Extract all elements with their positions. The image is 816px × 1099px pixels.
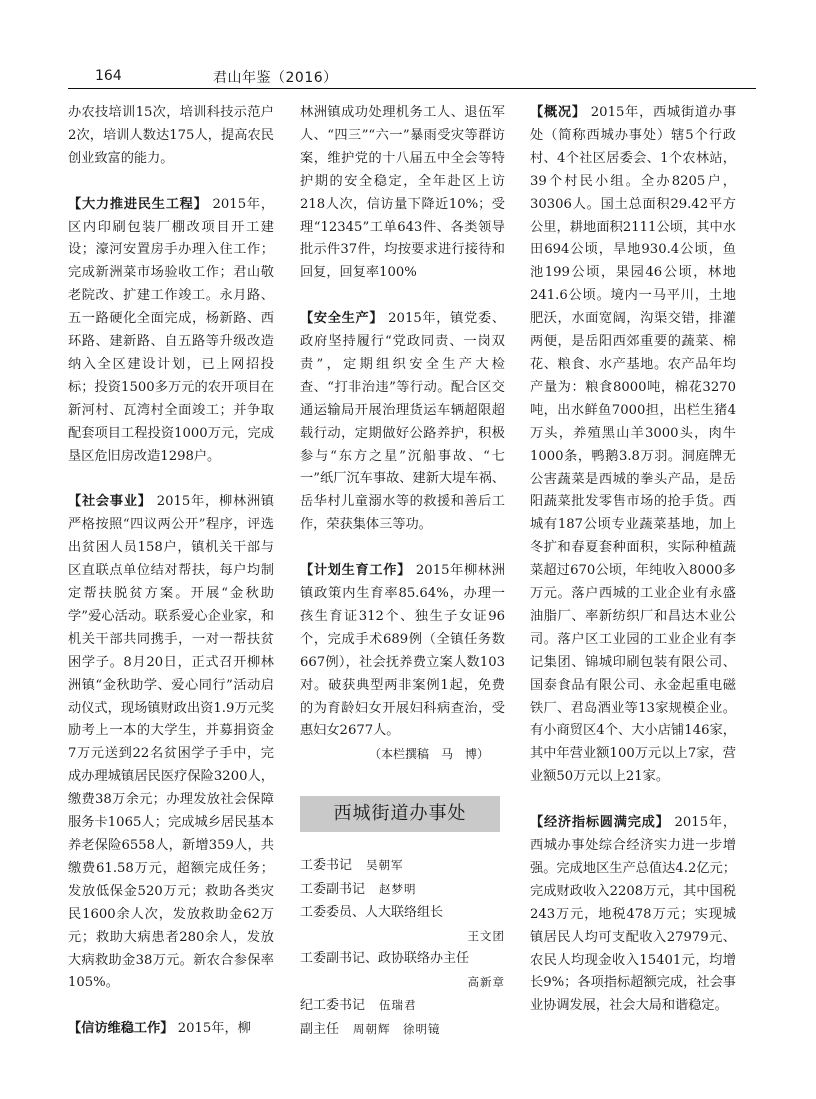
- family-paragraph: [300, 560, 505, 743]
- staff-name: 高新章: [467, 974, 505, 989]
- economy-body: 2015年，西城办事处综合经济实力进一步增强。完成地区生产总值达4.2亿元；完成财政收入2208万元，其中国税243万元，地税478万元；实现城镇居民人均可支配收入27979元、农民人均现金收入15401元，均增长9%；各项指标超额完成，社会事业协调发展，社会大局和谐稳定。: [530, 815, 737, 1014]
- column-middle: [300, 102, 505, 1042]
- overview-paragraph: [530, 102, 736, 789]
- petition-continued: 林洲镇成功处理机务工人、退伍军人、“四三”“六一”暴雨受灾等群访案，维护党的十八届五中全会等特护期的安全稳定，全年赴区上访218人次，信访量下降近10%；受理“12345”工单643件、各类领导批示件37件，均按要求进行接待和回复，回复率100%: [300, 105, 505, 281]
- safety-paragraph: [300, 308, 505, 537]
- livelihood-heading: 【大力推进民生工程】: [68, 196, 208, 212]
- staff-row: 工委副书记 赵梦明: [300, 882, 417, 898]
- social-heading: 【社会事业】: [68, 494, 152, 510]
- staff-row: 副主任 周朝辉 徐明镜: [300, 1021, 441, 1037]
- intro-paragraph: 办农技培训15次，培训科技示范户2次，培训人数达175人，提高农民创业致富的能力。: [68, 105, 274, 166]
- safety-body: 2015年，镇党委、政府坚持履行“党政同责、一岗双责”，定期组织安全生产大检查、“打非治违”等行动。配合区交通运输局开展治理货运车辆超限超载行动，定期做好公路养护，积极参与“东方之星”沉船事故、“七一”纸厂沉车事故、建新大堤车祸、岳华村儿童溺水等的救援和善后工作，荣获集体三等功。: [300, 311, 506, 533]
- family-heading: 【计划生育工作】: [300, 563, 412, 579]
- safety-heading: 【安全生产】: [300, 311, 384, 327]
- book-title: 君山年鉴（2016）: [213, 70, 338, 86]
- page-number: 164: [95, 68, 122, 84]
- section-title: 西城街道办事处: [300, 796, 500, 832]
- author-credit: （本栏撰稿 马 博）: [368, 747, 489, 762]
- livelihood-paragraph: [68, 194, 274, 469]
- family-body: 2015年柳林洲镇政策内生育率85.64%，办理一孩生育证312个、独生子女证96个，完成手术689例（全镇任务数667例），社会抚养费立案人数103对。破获典型两非案例1起，免费的为育龄妇女开展妇科病查治，受惠妇女2677人。: [300, 563, 505, 739]
- economy-heading: 【经济指标圆满完成】: [530, 815, 670, 831]
- petition-heading: 【信访维稳工作】: [68, 1021, 174, 1037]
- staff-list: [300, 854, 505, 1041]
- social-paragraph: [68, 491, 274, 995]
- livelihood-body: 2015年，区内印刷包装厂棚改项目开工建设；濠河安置房手办理入住工作；完成新洲菜市场验收工作；君山敬老院改、扩建工作竣工。永月路、五一路硬化全面完成，杨新路、西环路、建新路、自五路等升级改造纳入全区建设计划，已上网招投标；投资1500多万元的农开项目在新河村、瓦湾村全面竣工；并争取配套项目工程投资1000万元，完成垦区危旧房改造1298户。: [68, 196, 275, 464]
- column-right: [530, 102, 736, 1018]
- overview-body: 2015年，西城街道办事处（简称西城办事处）辖5个行政村、4个社区居委会、1个农林站，39个村民小组。全办8205户，30306人。国土总面积29.42平方公里，耕地面积2111公顷，其中水田694公顷，旱地930.4公顷，鱼池199公顷，果园46公顷，林地241.6公顷。境内一马平川，土地肥沃，水面宽阔，沟渠交错，排灌两便，是岳阳西郊重要的蔬菜、棉花、粮食、水产基地。农产品年均产量为：粮食8000吨，棉花3270吨，出水鲜鱼7000担，出栏生猪4万头，养殖黑山羊3000头，肉牛1000条，鸭鹅3.8万羽。洞庭牌无公害蔬菜是西城的拳头产品，是岳阳蔬菜批发零售市场的抢手货。西城有187公顷专业蔬菜基地，加上冬扩和春夏套种面积，实际种植蔬菜超过670公顷，年纯收入8000多万元。落户西城的工业企业有永盛油脂厂、率新纺织厂和昌达木业公司。落户区工业园的工业企业有李记集团、锦城印刷包装有限公司、国泰食品有限公司、永金起重电磁铁厂、君岛酒业等13家规模企业。有小商贸区4个、大小店铺146家，其中年营业额100万元以上7家，营业额50万元以上21家。: [530, 105, 737, 785]
- staff-row: 工委副书记、政协联络办主任: [300, 950, 470, 966]
- column-left: [68, 102, 274, 1041]
- overview-heading: 【概况】: [530, 105, 586, 120]
- petition-body: 2015年，柳: [177, 1021, 251, 1037]
- staff-name: 王文团: [467, 928, 505, 943]
- staff-row: 工委书记 吴朝军: [300, 858, 404, 874]
- economy-paragraph: [530, 812, 736, 1018]
- staff-row: 工委委员、人大联络组长: [300, 905, 444, 921]
- petition-paragraph: [68, 1018, 274, 1041]
- running-header: [68, 60, 756, 86]
- header-rule: [68, 88, 756, 89]
- staff-row: 纪工委书记 伍瑞君: [300, 997, 417, 1013]
- social-body: 2015年，柳林洲镇严格按照“四议两公开”程序，评选出贫困人员158户，镇机关干部与区直联点单位结对帮扶，每户均制定帮扶脱贫方案。开展“金秋助学”爱心活动。联系爱心企业家，和机关干部共同携手，一对一帮扶贫困学子。8月20日，正式召开柳林洲镇“金秋助学、爱心同行”活动启动仪式，现场镇财政出资1.9万元奖励考上一本的大学生，并募捐资金7万元送到22名贫困学子手中，完成办理城镇居民医疗保险3200人，缴费38万余元；办理发放社会保障服务卡1065人；完成城乡居民基本养老保险6558人，新增359人，共缴费61.58万元，超额完成任务；发放低保金520万元；救助各类灾民1600余人次，发放救助金62万元；救助大病患者280余人，发放大病救助金38万元。新农合参保率105%。: [68, 494, 274, 991]
